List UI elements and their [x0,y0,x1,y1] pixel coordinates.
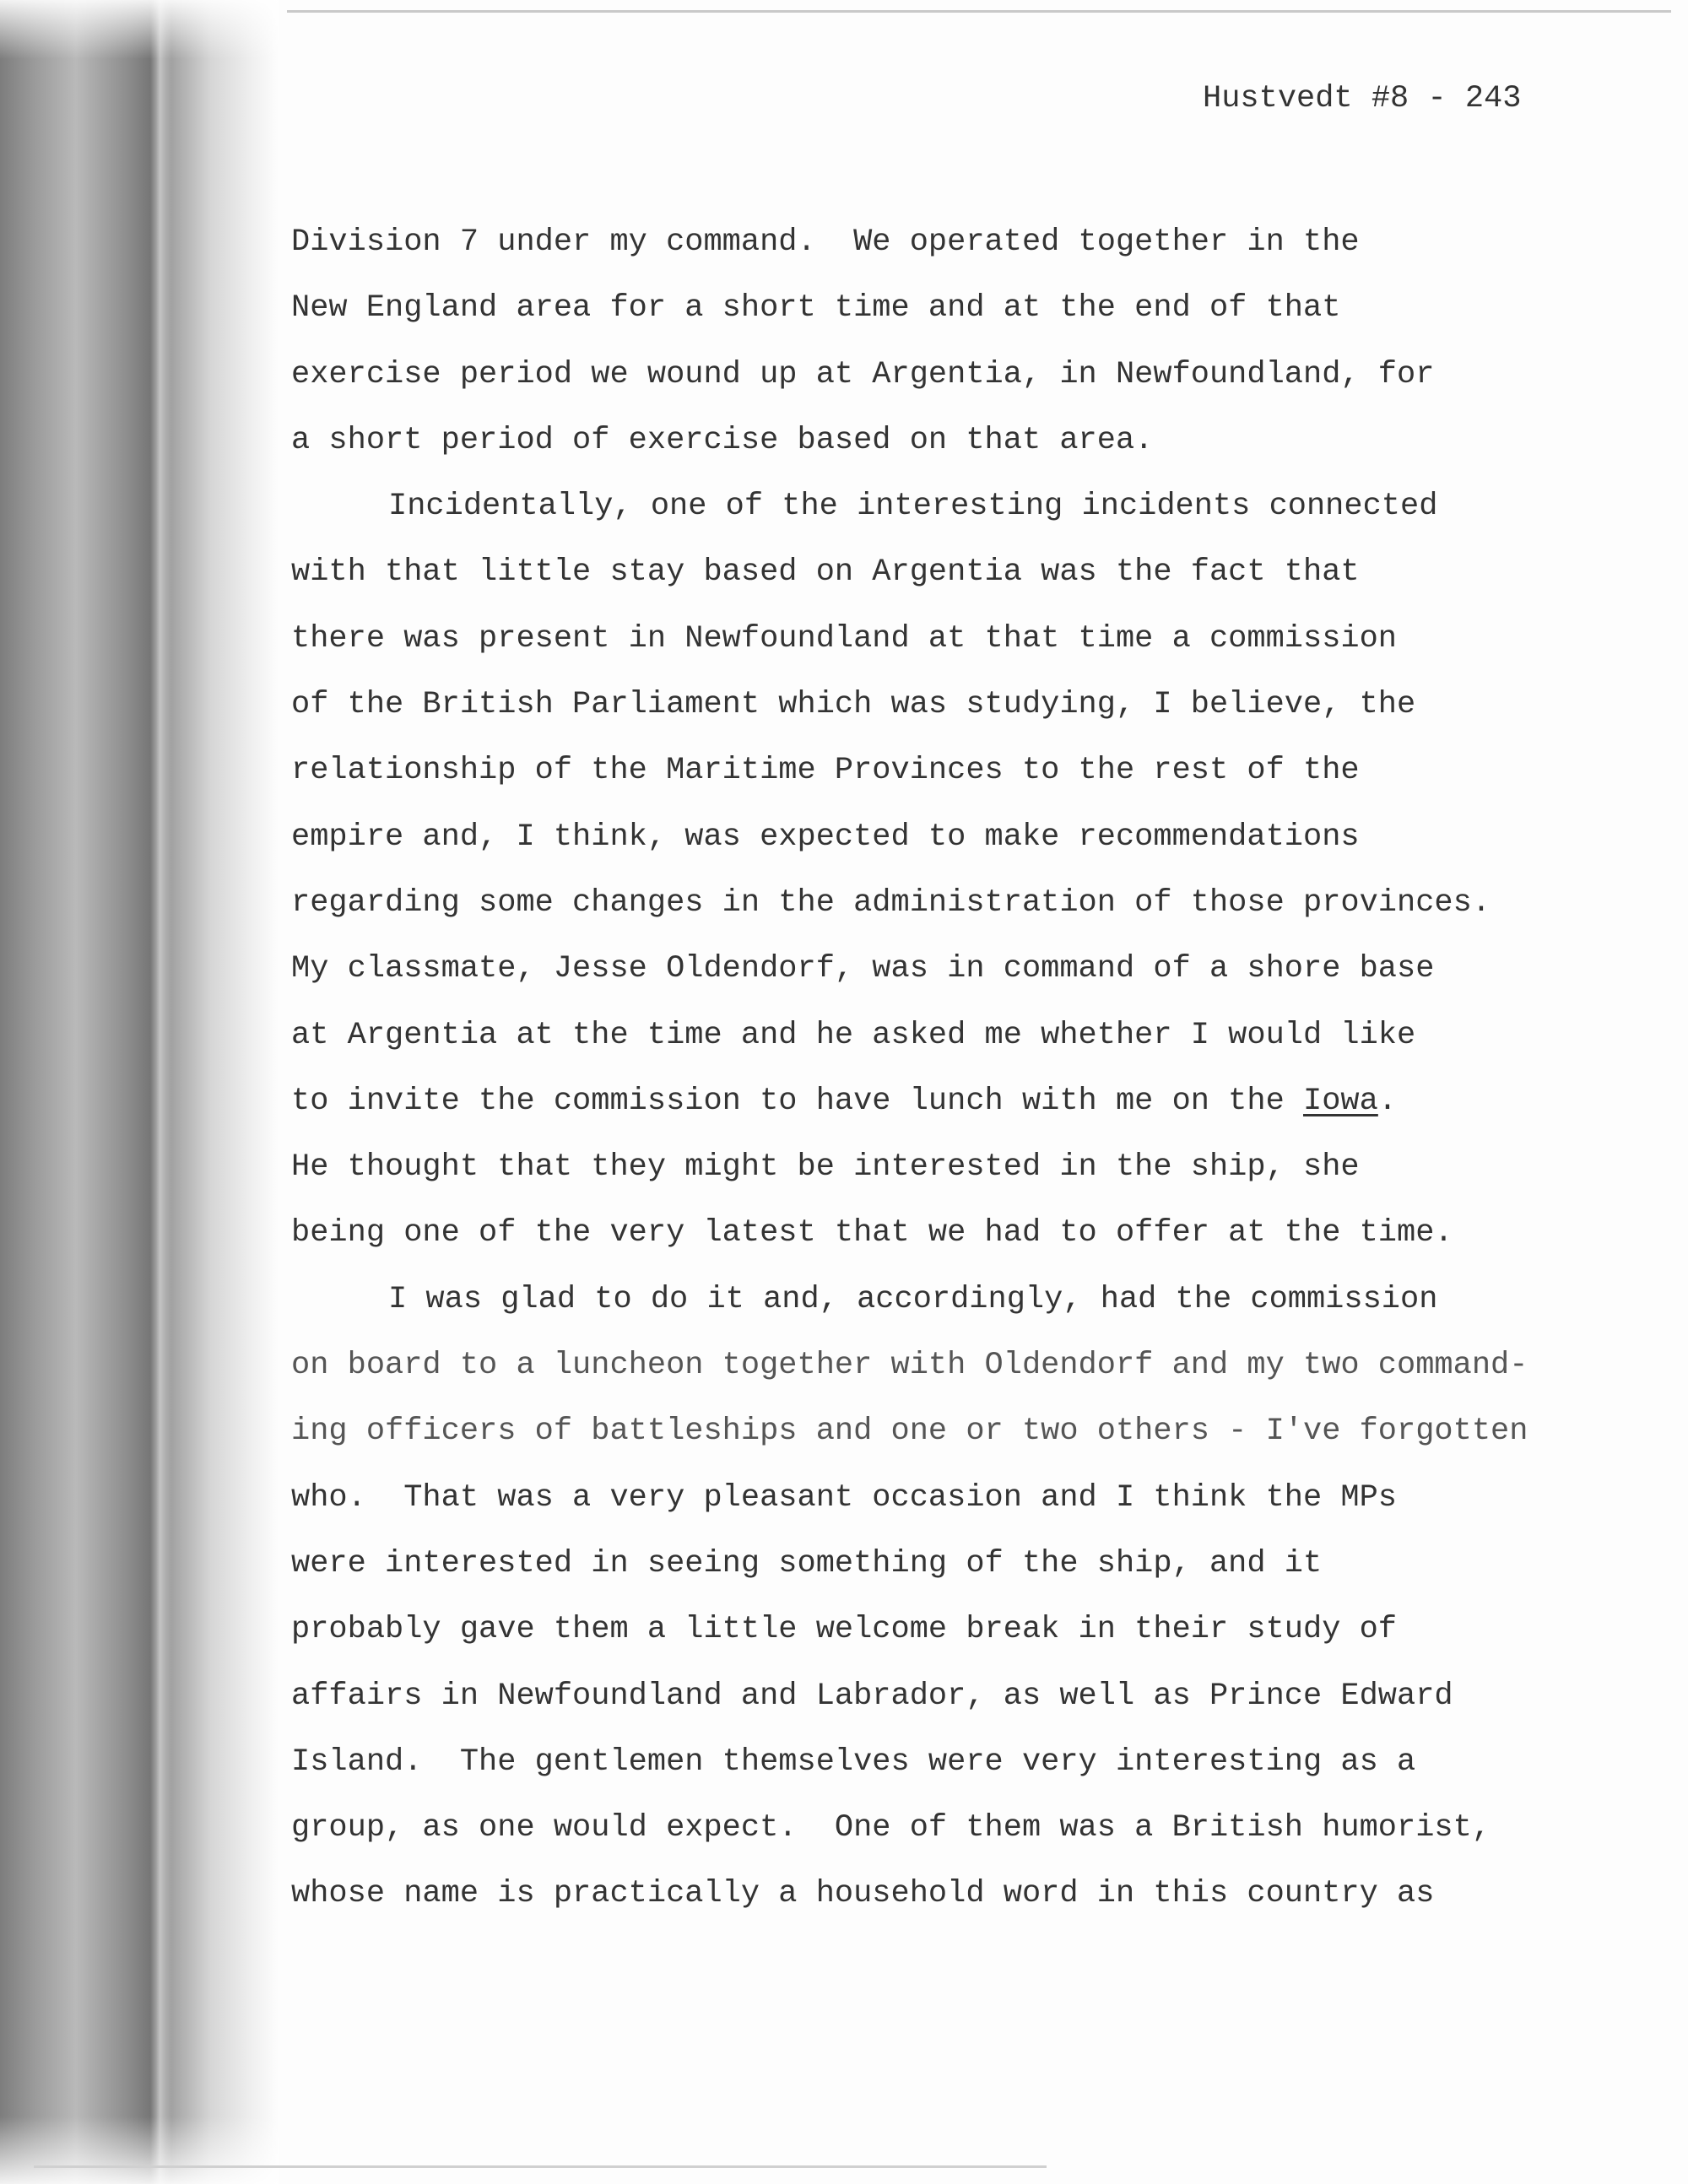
text-line: there was present in Newfoundland at that time a commission [291,620,1398,657]
page-top-edge [287,10,1671,13]
text-line-fragment: to invite the commission to have lunch with me on the [291,1083,1303,1119]
transcript-body [291,209,1625,1927]
text-line: New England area for a short time and at the end of that [291,290,1341,327]
text-line: who. That was a very pleasant occasion and I think the MPs [291,1479,1398,1516]
binding-shadow-bottom [0,2116,279,2184]
sentence-period: . [1377,1083,1398,1119]
text-line: He thought that they might be interested in the ship, she [291,1149,1360,1186]
binding-fold [150,0,172,2184]
text-line: of the British Parliament which was studying, I believe, the [291,687,1416,723]
text-line: Division 7 under my command. We operated together in the [291,224,1360,260]
text-line: group, as one would expect. One of them was a British humorist, [291,1810,1491,1846]
text-line: whose name is practically a household word in this country as [291,1876,1435,1912]
paragraph-start-line: I was glad to do it and, accordingly, had the commission [388,1281,1438,1317]
text-line: Island. The gentlemen themselves were very interesting as a [291,1743,1416,1780]
binding-shadow-top [0,0,279,59]
text-line: on board to a luncheon together with Oldendorf and my two command- [291,1348,1528,1384]
text-line: empire and, I think, was expected to make recommendations [291,819,1360,855]
text-line-with-ship-name [291,1068,1625,1134]
text-line: being one of the very latest that we had to offer at the time. [291,1215,1453,1251]
text-line: relationship of the Maritime Provinces to the rest of the [291,753,1360,789]
text-line: with that little stay based on Argentia was the fact that [291,554,1360,591]
binding-shadow [0,0,279,2184]
text-line: regarding some changes in the administration of those provinces. [291,884,1491,921]
page-number-header: Hustvedt #8 - 243 [1203,81,1522,116]
text-line: affairs in Newfoundland and Labrador, as well as Prince Edward [291,1678,1453,1714]
page-bottom-edge [34,2165,1047,2168]
text-line: ing officers of battleships and one or two others - I've forgotten [291,1414,1528,1450]
paragraph-start-line: Incidentally, one of the interesting incidents connected [388,489,1438,525]
text-line: at Argentia at the time and he asked me whether I would like [291,1017,1416,1053]
text-line: My classmate, Jesse Oldendorf, was in command of a shore base [291,951,1435,987]
text-line: a short period of exercise based on that area. [291,422,1154,458]
text-line: probably gave them a little welcome break in their study of [291,1612,1398,1648]
text-line: exercise period we wound up at Argentia, in Newfoundland, for [291,356,1435,392]
text-line: were interested in seeing something of the ship, and it [291,1545,1323,1581]
ship-name-underlined: Iowa [1303,1083,1378,1119]
